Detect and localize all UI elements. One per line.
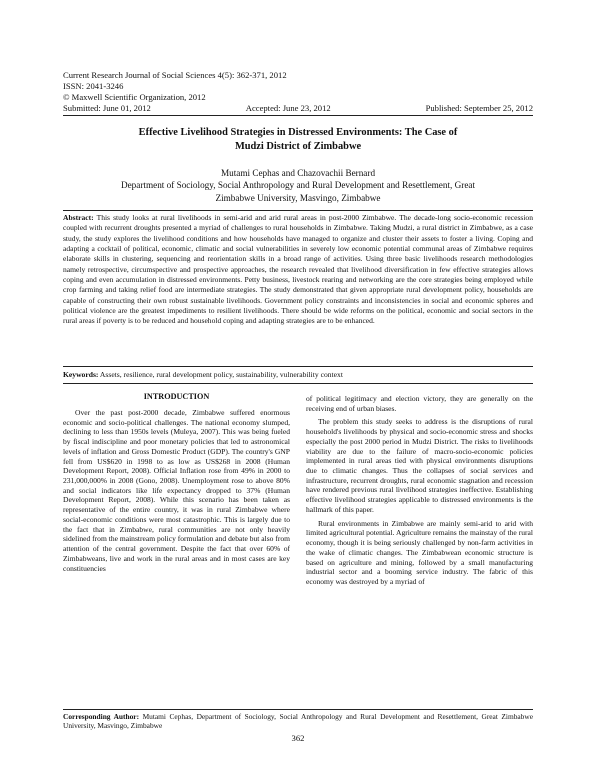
journal-issn: ISSN: 2041-3246	[63, 81, 124, 91]
paper-title	[63, 126, 533, 153]
right-column	[306, 394, 533, 591]
journal-info	[63, 70, 533, 103]
keywords-rule	[63, 383, 533, 384]
author-names: Mutami Cephas and Chazovachii Bernard	[220, 168, 376, 178]
keywords	[63, 370, 533, 380]
section-heading-introduction: INTRODUCTION	[143, 392, 210, 401]
abstract-top-rule	[63, 210, 533, 211]
keywords-label: Keywords:	[63, 370, 99, 379]
accepted-date: Accepted: June 23, 2012	[245, 103, 331, 113]
corresponding-author-label: Corresponding Author:	[63, 712, 140, 721]
header-rule	[63, 115, 533, 116]
page-number: 362	[291, 733, 305, 743]
affiliation-line-1: Department of Sociology, Social Anthropology and Rural Development and Resettlement, Great	[120, 180, 476, 191]
abstract-label: Abstract:	[63, 213, 94, 222]
title-line-2: Mudzi District of Zimbabwe	[234, 140, 362, 152]
intro-paragraph-continued: of political legitimacy and election victory, they are generally on the receiving end of urban biases.	[306, 394, 533, 413]
publication-dates	[63, 103, 533, 114]
footer-rule	[63, 709, 533, 710]
abstract-bottom-rule	[63, 366, 533, 367]
intro-paragraph-1: Over the past post-2000 decade, Zimbabwe suffered enormous economic and socio-political challenges. The national economy slumped, declining to less than 1950s levels (Muleya, 2007). This was being fueled by fiscal indiscipline and poor monetary policies that led to astronomical levels of inflation and Gross Domestic Product (GDP). The country's GNP fell from US$620 in 1998 to as low as US$268 in 2008 (Human Development Report, 2008). Official Inflation rose from 49% in 2000 to 231,000,000% in 2008 (Gono, 2008). Unemployment rose to above 80% and social indicators like life expectancy dropped to 37% (Human Development Report, 2008). While this scenario has been taken as representative of the entire country, it was in rural Zimbabwe where social-economic conditions were most catastrophic. This is largely due to the fact that in Zimbabwe, rural communities are not only heavily sidelined from the mainstream policy formulation and debate but also from attention of the central government. Despite the fact that over 60% of Zimbabweans, live and work in the rural areas and in most cases are key constituencies	[63, 408, 290, 573]
intro-paragraph-2: The problem this study seeks to address is the disruptions of rural household's livelihoods by physical and socio-economic stress and shocks especially the post 2000 period in Mudzi District. The risks to livelihoods viability are due to the failure of macro-socio-economic policies implemented in rural areas tied with physical environments disruptions due to climatic changes. Thus the collapses of social services and infrastructure, recurrent droughts, rural economic stagnation and recession have rendered previous rural livelihood strategies ineffective. Establishing effective livelihood strategies applicable to distressed environments is the hallmark of this paper.	[306, 417, 533, 514]
abstract-text: This study looks at rural livelihoods in semi-arid and arid rural areas in post-2000 Zimbabwe. The decade-long socio-economic recession coupled with recurrent droughts presented a myriad of challenges to rural households in Zimbabwe. Taking Mudzi, a rural district in Zimbabwe, as a case study, the study explores the livelihood conditions and how households have managed to organize and cluster their assets to foster a living. Coping and adapting a cocktail of political, economic, climatic and social vulnerabilities in severely low economic potential communal areas of Zimbabwe requires elaborate skills in clustering, sequencing and reorientation skills in a broad range of activities. Using three basic livelihoods research methodologies namely retrospective, circumspective and prospective approaches, the research revealed that livelihood diversification in few effective strategies allows coping and even accumulation in distressed environments. Petty business, livestock rearing and networking are the core strategies being employed while crop farming and taking relief food are intermediate strategies. The study demonstrated that given appropriate rural development policy, households are capable of constructing their own robust sustainable livelihoods. Government policy constraints and inconsistencies in social and economic spheres and political violence are the greatest impediments to resilient livelihoods. There should be wide reforms on the political, economic and social sectors in the rural areas if poverty is to be reduced and household coping and adapting strategies are to be enhanced.	[63, 213, 533, 326]
corresponding-author-text: Mutami Cephas, Department of Sociology, Social Anthropology and Rural Development and Resettlement, Great Zimbabwe University, Masvingo, Zimbabwe	[63, 712, 533, 731]
journal-citation: Current Research Journal of Social Sciences 4(5): 362-371, 2012	[63, 70, 287, 80]
journal-copyright: © Maxwell Scientific Organization, 2012	[63, 92, 206, 102]
abstract	[63, 213, 533, 327]
author-block	[63, 167, 533, 204]
title-line-1: Effective Livelihood Strategies in Distressed Environments: The Case of	[138, 127, 458, 138]
keywords-text: Assets, resilience, rural development policy, sustainability, vulnerability context	[99, 370, 343, 379]
affiliation-line-2: Zimbabwe University, Masvingo, Zimbabwe	[215, 192, 381, 203]
submitted-date: Submitted: June 01, 2012	[63, 103, 151, 113]
published-date: Published: September 25, 2012	[425, 103, 533, 113]
left-column	[63, 392, 290, 577]
corresponding-author-note	[63, 712, 533, 731]
intro-paragraph-3: Rural environments in Zimbabwe are mainly semi-arid to arid with limited agricultural potential. Agriculture remains the mainstay of the rural economy, though it is being seriously challenged by non-farm activities in the wake of climatic changes. The Zimbabwean economic structure is based on agriculture and mining, followed by a small manufacturing industrial sector and a booming service industry. The fabric of this economy was destroyed by a myriad of	[306, 518, 533, 586]
